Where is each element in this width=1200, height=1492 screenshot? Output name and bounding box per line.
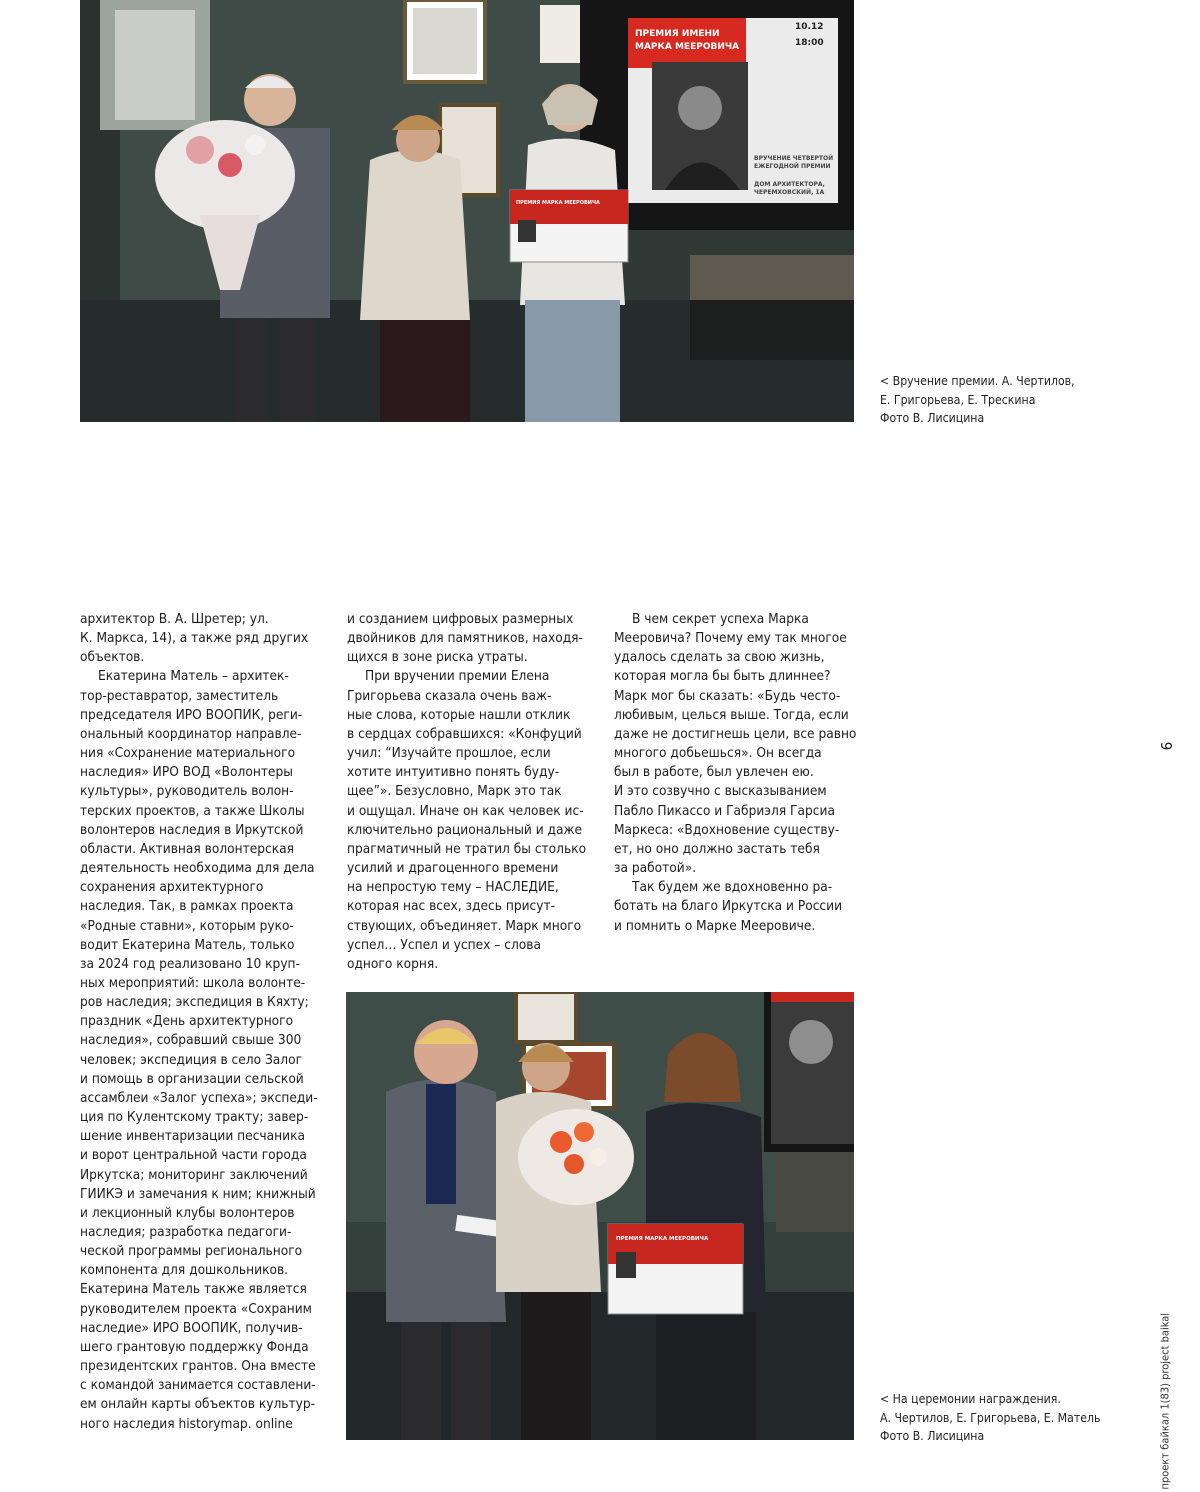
text-line: Так будем же вдохновенно ра- (632, 879, 833, 896)
text-line: волонтеров наследия в Иркутской (80, 821, 304, 838)
text-line: учил: “Изучайте прошлое, если (347, 745, 551, 762)
text-line: наследие» ИРО ВООПИК, получив- (80, 1319, 303, 1336)
text-line: ные слова, которые нашли отклик (347, 706, 571, 723)
text-line: был в работе, был увлечен ею. (614, 764, 814, 781)
text-line: усилий и драгоценного времени (347, 860, 559, 877)
text-line: объектов. (80, 649, 145, 666)
text-line: ет, но оно должно застать тебя (614, 840, 820, 857)
text-line: и лекционный клубы волонтеров (80, 1204, 295, 1221)
text-line: ция по Кулентскому тракту; завер- (80, 1109, 309, 1126)
text-line: праздник «День архитектурного (80, 1013, 294, 1030)
text-line: ных мероприятий: школа волонте- (80, 974, 306, 991)
slide-info-line3: ДОМ АРХИТЕКТОРА, (754, 181, 825, 188)
text-column-3 (614, 610, 864, 936)
text-line: компонента для дошкольников. (80, 1262, 289, 1279)
text-line: хотите интуитивно понять буду- (347, 764, 560, 781)
page-number: 9 (1157, 741, 1175, 751)
text-column-2 (347, 610, 597, 974)
text-line: с командой занимается составлени- (80, 1377, 316, 1394)
text-line: ния «Сохранение материального (80, 745, 296, 762)
slide-info-line1: ВРУЧЕНИЕ ЧЕТВЕРТОЙ (754, 155, 834, 162)
text-line: Екатерина Матель – архитек- (98, 668, 289, 685)
text-line: за работой». (614, 860, 697, 877)
text-line: одного корня. (347, 955, 439, 972)
running-footer: проект байкал 1(83) project baikal (1158, 1312, 1172, 1490)
text-line: архитектор В. А. Шретер; ул. (80, 611, 269, 627)
text-line: ГИИКЭ и замечания к ним; книжный (80, 1185, 316, 1202)
text-line: наследия; разработка педагоги- (80, 1224, 292, 1240)
caption-top-line1: < Вручение премии. А. Чертилов, (880, 374, 1075, 388)
text-line: Пабло Пикассо и Габриэля Гарсиа (614, 802, 835, 819)
text-line: щихся в зоне риска утраты. (347, 649, 528, 666)
text-line: и помощь в организации сельской (80, 1070, 304, 1087)
text-line: и помнить о Марке Мееровиче. (614, 917, 816, 934)
text-line: которая могла бы быть длиннее? (614, 668, 831, 685)
photo-award-presentation (80, 0, 854, 422)
text-line: щее”». Безусловно, Марк это так (347, 783, 562, 800)
text-line: руководителем проекта «Сохраним (80, 1300, 312, 1317)
text-line: сохранения архитектурного (80, 879, 264, 896)
text-line: области. Активная волонтерская (80, 840, 295, 857)
text-line: и ощущал. Иначе он как человек ис- (347, 802, 584, 819)
slide-info-line2: ЕЖЕГОДНОЙ ПРЕМИИ (754, 163, 831, 170)
text-line: и ворот центральной части города (80, 1147, 307, 1164)
slide-title-line2: МАРКА МЕЕРОВИЧА (635, 42, 740, 52)
text-line: президентских грантов. Она вместе (80, 1358, 316, 1375)
text-line: наследия», собравший свыше 300 (80, 1032, 302, 1049)
text-line: наследия. Так, в рамках проекта (80, 898, 294, 915)
text-line: Маркеса: «Вдохновение существу- (614, 821, 840, 838)
text-line: многого добьешься». Он всегда (614, 745, 822, 762)
text-line: и созданием цифровых размерных (347, 611, 574, 627)
text-line: Мееровича? Почему ему так многое (614, 630, 847, 647)
text-line: двойников для памятников, находя- (347, 630, 583, 647)
slide-time: 18:00 (795, 38, 824, 48)
slide-title-line1: ПРЕМИЯ ИМЕНИ (635, 29, 720, 39)
text-line: наследия» ИРО ВОД «Волонтеры (80, 764, 293, 781)
slide-date: 10.12 (795, 22, 824, 32)
text-line: Марк мог бы сказать: «Будь често- (614, 687, 841, 704)
caption-top (880, 372, 1140, 428)
text-line: ем онлайн карты объектов культур- (80, 1396, 316, 1413)
caption-bottom-line3: Фото В. Лисицина (880, 1429, 985, 1443)
text-line: водит Екатерина Матель, только (80, 936, 295, 953)
text-line: ров наследия; экспедиция в Кяхту; (80, 994, 309, 1011)
text-line: человек; экспедиция в село Залог (80, 1051, 303, 1068)
text-line: на непростую тему – НАСЛЕДИЕ, (347, 879, 559, 896)
text-line: удалось сделать за свою жизнь, (614, 649, 825, 666)
caption-top-line2: Е. Григорьева, Е. Трескина (880, 392, 1036, 407)
text-line: ческой программы регионального (80, 1243, 303, 1260)
text-line: прагматичный не тратил бы столько (347, 840, 587, 857)
text-line: ного наследия historymap. online (80, 1415, 293, 1432)
text-line: в сердцах собравшихся: «Конфуций (347, 725, 582, 742)
caption-bottom (880, 1390, 1140, 1446)
text-line: тор-реставратор, заместитель (80, 687, 279, 704)
text-line: ключительно рациональный и даже (347, 821, 583, 838)
text-line: Григорьева сказала очень важ- (347, 687, 552, 704)
text-line: за 2024 год реализовано 10 круп- (80, 955, 300, 972)
text-line: даже не достигнешь цели, все равно (614, 725, 857, 742)
text-line: которая нас всех, здесь присут- (347, 898, 556, 915)
certificate-title-top: ПРЕМИЯ МАРКА МЕЕРОВИЧА (516, 200, 600, 206)
text-line: ствующих, объединяет. Марк много (347, 917, 582, 934)
text-column-1 (80, 610, 330, 1434)
text-line: При вручении премии Елена (365, 668, 550, 685)
text-line: ассамблеи «Залог успеха»; экспеди- (80, 1089, 318, 1106)
text-line: председателя ИРО ВООПИК, реги- (80, 706, 303, 723)
text-line: культуры», руководитель волон- (80, 783, 294, 800)
text-line: Екатерина Матель также является (80, 1281, 307, 1298)
text-line: терских проектов, а также Школы (80, 802, 305, 819)
text-line: любивым, целься выше. Тогда, если (614, 706, 849, 723)
caption-top-line3: Фото В. Лисицина (880, 411, 985, 425)
text-line: ботать на благо Иркутска и России (614, 898, 843, 915)
text-line: Иркутска; мониторинг заключений (80, 1166, 308, 1183)
text-line: «Родные ставни», которым руко- (80, 917, 294, 934)
slide-info-line4: ЧЕРЕМХОВСКИЙ, 1А (754, 189, 825, 196)
caption-bottom-line2: А. Чертилов, Е. Григорьева, Е. Матель (880, 1410, 1101, 1425)
certificate-title-bottom: ПРЕМИЯ МАРКА МЕЕРОВИЧА (616, 1236, 709, 1242)
text-line: К. Маркса, 14), а также ряд других (80, 630, 309, 647)
text-line: И это созвучно с высказыванием (614, 783, 827, 800)
text-line: В чем секрет успеха Марка (632, 611, 809, 627)
text-line: шение инвентаризации песчаника (80, 1128, 305, 1145)
photo-award-ceremony (346, 992, 854, 1440)
text-line: успел… Успел и успех – слова (347, 936, 541, 953)
text-line: шего грантовую поддержку Фонда (80, 1338, 309, 1355)
text-line: ональный координатор направле- (80, 725, 302, 742)
caption-bottom-line1: < На церемонии награждения. (880, 1392, 1061, 1406)
text-line: деятельность необходима для дела (80, 860, 315, 877)
